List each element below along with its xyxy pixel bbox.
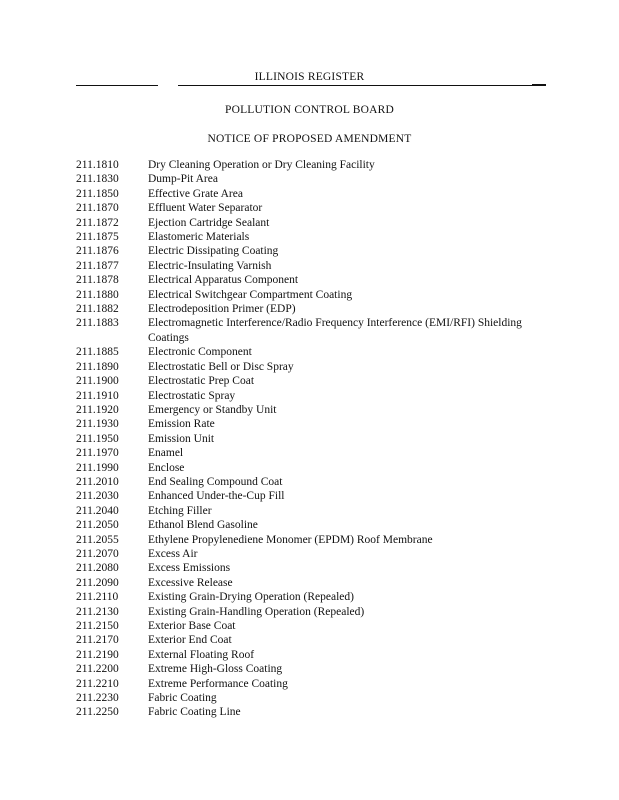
section-number: 211.1878 <box>76 274 119 287</box>
section-number: 211.2190 <box>76 648 119 661</box>
definition-row <box>76 158 556 172</box>
definition-row <box>76 633 556 647</box>
section-number: 211.2110 <box>76 591 119 604</box>
definition-row <box>76 172 556 186</box>
definition-row <box>76 288 556 302</box>
section-number: 211.1883 <box>76 317 119 330</box>
section-number: 211.2080 <box>76 562 119 575</box>
definitions-list <box>76 158 556 720</box>
definition-row <box>76 403 556 417</box>
section-number: 211.1910 <box>76 389 119 402</box>
header-rule-left <box>76 85 158 86</box>
section-number: 211.1890 <box>76 360 119 373</box>
section-number: 211.2230 <box>76 692 119 705</box>
definition-term: Electrical Apparatus Component <box>148 274 299 287</box>
definition-row <box>76 691 556 705</box>
definition-term: Enamel <box>148 447 184 460</box>
definition-row <box>76 345 556 359</box>
definition-term: Electrodeposition Primer (EDP) <box>148 303 296 316</box>
section-number: 211.2010 <box>76 475 119 488</box>
definition-row <box>76 316 556 345</box>
definition-term: Extreme Performance Coating <box>148 677 288 690</box>
register-title: ILLINOIS REGISTER <box>254 71 365 83</box>
definition-row <box>76 489 556 503</box>
definition-term: Exterior End Coat <box>148 634 232 647</box>
definition-term: Dry Cleaning Operation or Dry Cleaning Facility <box>148 159 375 171</box>
section-number: 211.2250 <box>76 706 119 719</box>
section-number: 211.1810 <box>76 159 119 171</box>
section-number: 211.2070 <box>76 547 119 560</box>
definition-row <box>76 461 556 475</box>
definition-term: Electrical Switchgear Compartment Coating <box>148 288 353 301</box>
definition-term: Extreme High-Gloss Coating <box>148 663 283 676</box>
definition-row <box>76 518 556 532</box>
section-number: 211.1970 <box>76 447 119 460</box>
definition-row <box>76 374 556 388</box>
definition-term: Electromagnetic Interference/Radio Frequency Interference (EMI/RFI) Shielding Coatings <box>148 317 522 344</box>
definition-row <box>76 432 556 446</box>
notice-title: NOTICE OF PROPOSED AMENDMENT <box>207 133 412 145</box>
definition-term: Elastomeric Materials <box>148 231 250 244</box>
section-number: 211.2040 <box>76 504 119 517</box>
definition-row <box>76 705 556 719</box>
definition-term: Electrostatic Prep Coat <box>148 375 255 388</box>
definition-term: Fabric Coating Line <box>148 706 241 719</box>
section-number: 211.1877 <box>76 259 119 272</box>
section-number: 211.1870 <box>76 202 119 215</box>
definition-term: Dump-Pit Area <box>148 173 218 186</box>
section-number: 211.2055 <box>76 533 119 546</box>
definition-row <box>76 648 556 662</box>
definition-row <box>76 417 556 431</box>
definition-term: Existing Grain-Drying Operation (Repealed) <box>148 591 354 604</box>
section-number: 211.1930 <box>76 418 119 431</box>
definition-term: Effluent Water Separator <box>148 202 263 215</box>
section-number: 211.1900 <box>76 375 119 388</box>
definition-term: External Floating Roof <box>148 648 255 661</box>
definition-row <box>76 677 556 691</box>
definition-term: Electronic Component <box>148 346 252 359</box>
definition-term: Excess Air <box>148 547 198 560</box>
section-number: 211.2050 <box>76 519 119 532</box>
section-number: 211.2150 <box>76 620 119 632</box>
definition-row <box>76 230 556 244</box>
definition-row <box>76 244 556 258</box>
section-number: 211.1882 <box>76 303 119 316</box>
definition-row <box>76 201 556 215</box>
definition-term: Excessive Release <box>148 576 233 589</box>
section-number: 211.1990 <box>76 461 119 474</box>
definition-row <box>76 360 556 374</box>
definition-term: Enhanced Under-the-Cup Fill <box>148 490 285 503</box>
section-number: 211.2030 <box>76 490 119 503</box>
section-number: 211.1875 <box>76 231 119 244</box>
definition-term: Excess Emissions <box>148 562 231 575</box>
definition-row <box>76 273 556 287</box>
section-number: 211.1876 <box>76 245 119 258</box>
definition-term: Ejection Cartridge Sealant <box>148 216 270 229</box>
definition-row <box>76 446 556 460</box>
definition-row <box>76 187 556 201</box>
definition-term: Electrostatic Bell or Disc Spray <box>148 360 294 373</box>
definition-term: Electric Dissipating Coating <box>148 245 279 258</box>
definition-term: Existing Grain-Handling Operation (Repealed) <box>148 605 365 618</box>
definition-row <box>76 475 556 489</box>
definition-term: Fabric Coating <box>148 692 217 705</box>
header-rule-right <box>178 85 546 86</box>
definition-row <box>76 576 556 590</box>
section-number: 211.2200 <box>76 663 119 676</box>
section-number: 211.1950 <box>76 432 119 445</box>
section-number: 211.1830 <box>76 173 119 186</box>
definition-term: Emission Rate <box>148 418 215 431</box>
definition-row <box>76 619 556 633</box>
definition-row <box>76 561 556 575</box>
section-number: 211.1880 <box>76 288 119 301</box>
definition-term: Ethanol Blend Gasoline <box>148 519 258 532</box>
definition-term: End Sealing Compound Coat <box>148 475 283 488</box>
section-number: 211.1872 <box>76 216 119 229</box>
section-number: 211.1885 <box>76 346 119 359</box>
definition-term: Etching Filler <box>148 504 212 517</box>
definition-term: Exterior Base Coat <box>148 620 236 632</box>
definition-row <box>76 389 556 403</box>
definition-row <box>76 504 556 518</box>
definition-term: Emergency or Standby Unit <box>148 403 277 416</box>
board-title: POLLUTION CONTROL BOARD <box>224 104 394 116</box>
definition-term: Electrostatic Spray <box>148 389 236 402</box>
section-number: 211.1850 <box>76 187 119 200</box>
definition-term: Enclose <box>148 461 185 474</box>
definition-term: Emission Unit <box>148 432 215 445</box>
definition-row <box>76 216 556 230</box>
definition-row <box>76 605 556 619</box>
section-number: 211.2090 <box>76 576 119 589</box>
definition-term: Ethylene Propylenediene Monomer (EPDM) Roof Membrane <box>148 533 433 546</box>
definition-row <box>76 259 556 273</box>
section-number: 211.2210 <box>76 677 119 690</box>
definition-row <box>76 590 556 604</box>
section-number: 211.2170 <box>76 634 119 647</box>
definition-term: Electric-Insulating Varnish <box>148 259 272 272</box>
definition-row <box>76 547 556 561</box>
section-number: 211.2130 <box>76 605 119 618</box>
definition-row <box>76 662 556 676</box>
definition-row <box>76 533 556 547</box>
definition-term: Effective Grate Area <box>148 187 243 200</box>
section-number: 211.1920 <box>76 403 119 416</box>
definition-row <box>76 302 556 316</box>
